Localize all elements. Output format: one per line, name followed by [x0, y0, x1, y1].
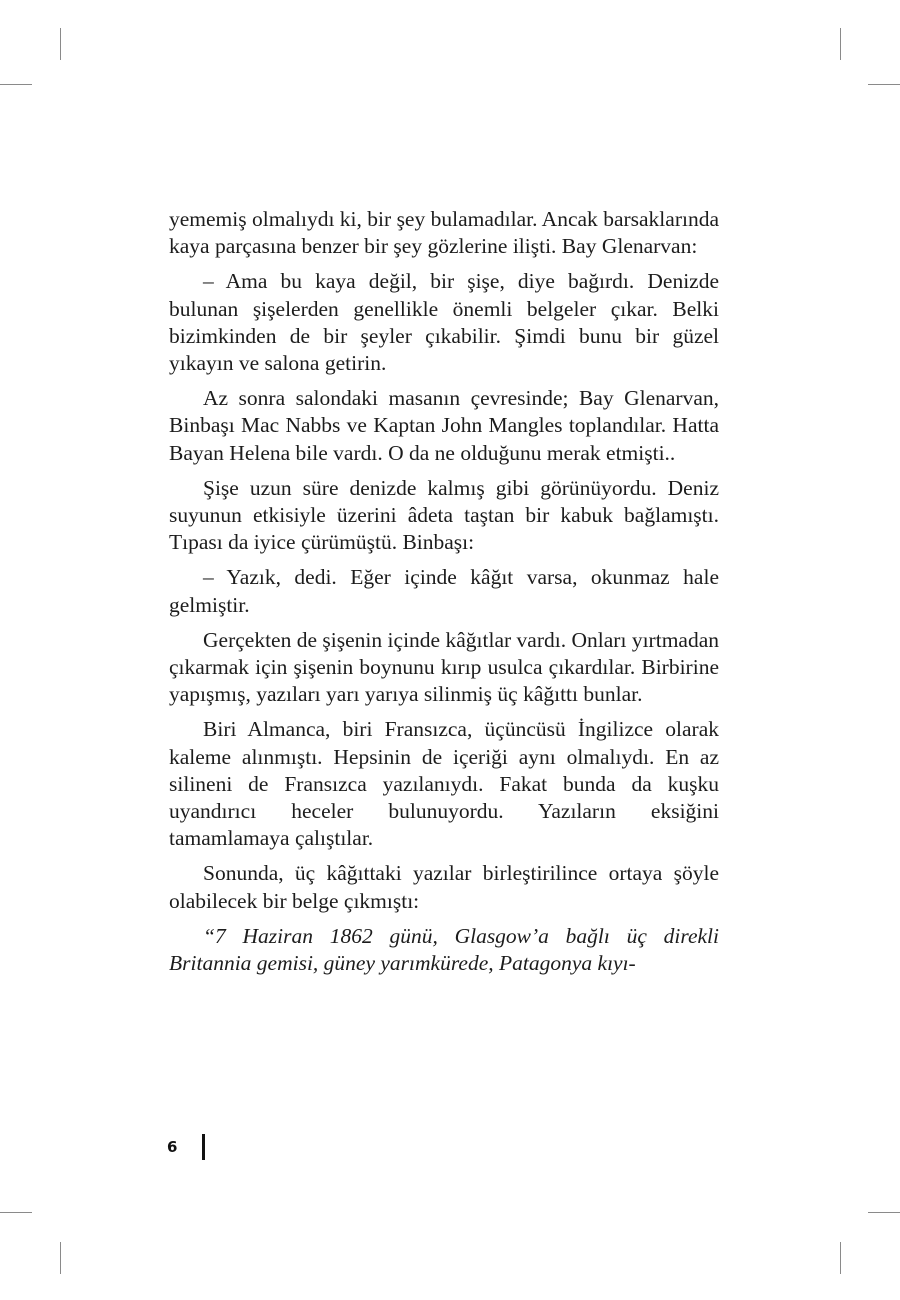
crop-mark-bottom-right-vertical — [840, 1242, 841, 1274]
crop-mark-bottom-left-vertical — [60, 1242, 61, 1274]
crop-mark-bottom-left-horizontal — [0, 1212, 32, 1213]
crop-mark-top-left-vertical — [60, 28, 61, 60]
paragraph-dialogue-glenarvan: – Ama bu kaya değil, bir şişe, diye bağırdı. Denizde bulunan şişelerden genellikle önemli belgeler çıkar. Belki bizimkinden de bir şeyler çıkabilir. Şimdi bunu bir güzel yıkayın ve salona getirin. — [169, 269, 719, 376]
crop-mark-bottom-right-horizontal — [868, 1212, 900, 1213]
paragraph-languages: Biri Almanca, biri Fransızca, üçüncüsü İngilizce olarak kaleme alınmıştı. Hepsinin de içeriği aynı olmalıydı. En az silineni de Fransızca yazılanıydı. Fakat bunda da kuşku uyandırıcı heceler bulunuyordu. Yazıların eksiğini tamamlamaya çalıştılar. — [169, 717, 719, 851]
paragraph-dialogue-binbasi: – Yazık, dedi. Eğer içinde kâğıt varsa, okunmaz hale gelmiştir. — [169, 565, 719, 617]
paragraph-bottle: Şişe uzun süre denizde kalmış gibi görünüyordu. Deniz suyunun etkisiyle üzerini âdeta taştan bir kabuk bağlamıştı. Tıpası da iyice çürümüştü. Binbaşı: — [169, 475, 719, 555]
paragraph-salon: Az sonra salondaki masanın çevresinde; Bay Glenarvan, Binbaşı Mac Nabbs ve Kaptan John Mangles toplandılar. Hatta Bayan Helena bile vardı. O da ne olduğunu merak etmişti.. — [169, 386, 719, 465]
paragraph-papers: Gerçekten de şişenin içinde kâğıtlar vardı. Onları yırtmadan çıkarmak için şişenin boynunu kırıp usulca çıkardılar. Birbirine yapışmış, yazıları yarı yarıya silinmiş üç kâğıttı bunlar. — [169, 627, 719, 707]
body-text — [169, 206, 719, 985]
paragraph-continuation: yememiş olmalıydı ki, bir şey bulamadılar. Ancak barsaklarında kaya parçasına benzer bir şey gözlerine ilişti. Bay Glenarvan: — [169, 207, 719, 259]
page-number-rule — [202, 1134, 205, 1160]
crop-mark-top-right-vertical — [840, 28, 841, 60]
crop-mark-top-left-horizontal — [0, 84, 32, 85]
paragraph-document-intro: Sonunda, üç kâğıttaki yazılar birleştirilince ortaya şöyle olabilecek bir belge çıkmıştı: — [169, 861, 719, 913]
crop-mark-top-right-horizontal — [868, 84, 900, 85]
page-number: 6 — [167, 1138, 178, 1156]
paragraph-document-quote: “7 Haziran 1862 günü, Glasgow’a bağlı üç direkli Britannia gemisi, güney yarımkürede, Patagonya kıyı- — [169, 923, 719, 976]
